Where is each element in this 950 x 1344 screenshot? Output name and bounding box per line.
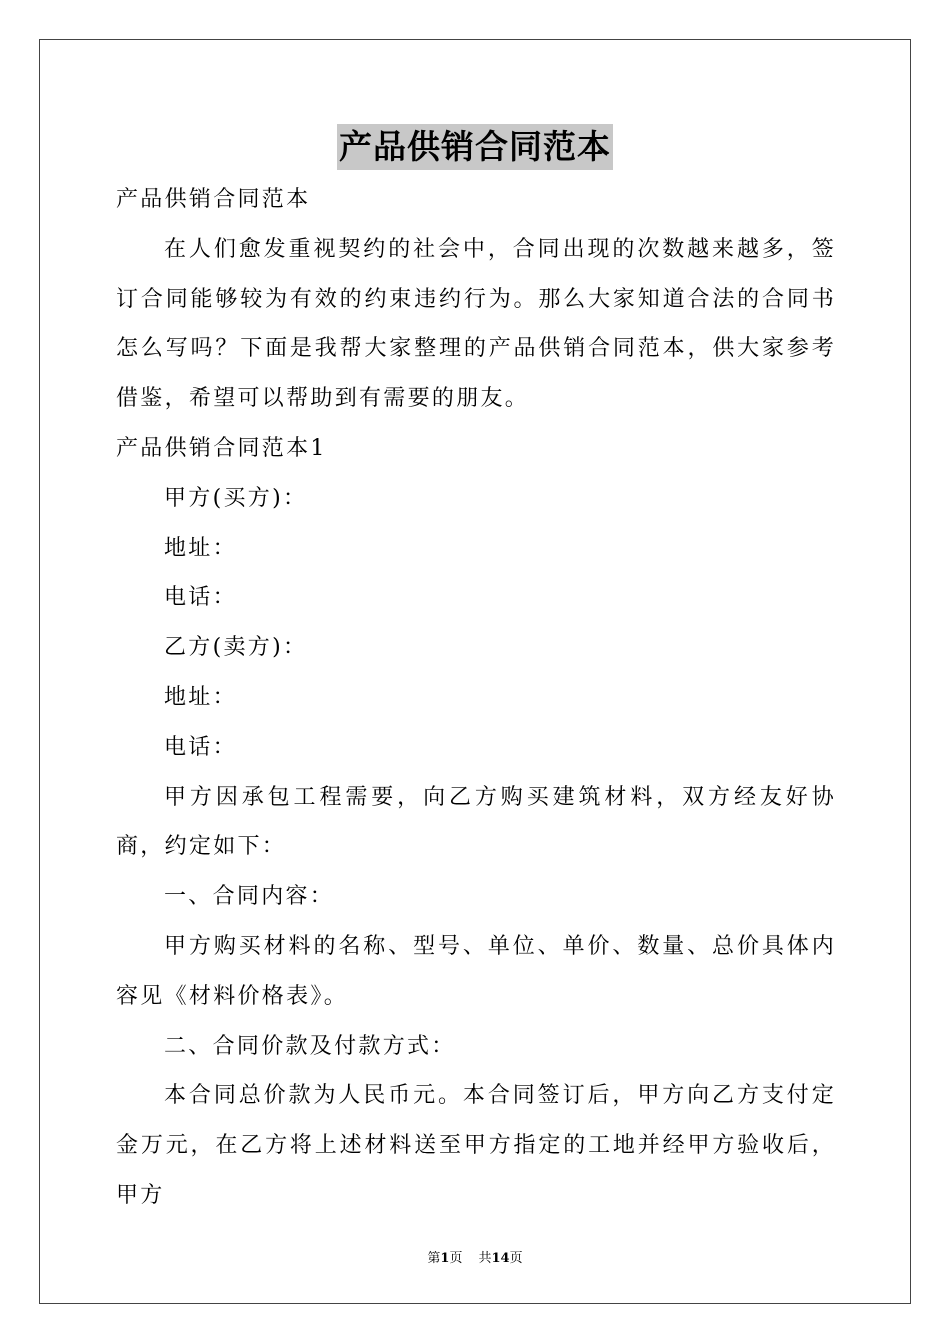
document-title: 产品供销合同范本 [337, 124, 613, 170]
intro-paragraph: 在人们愈发重视契约的社会中，合同出现的次数越来越多，签订合同能够较为有效的约束违约行为。那么大家知道合法的合同书怎么写吗？下面是我帮大家整理的产品供销合同范本，供大家参考借鉴，希望可以帮助到有需要的朋友。 [116, 236, 836, 412]
total-suffix: 页 [509, 1251, 523, 1266]
clause-one-body: 甲方购买材料的名称、型号、单位、单价、数量、总价具体内容见《材料价格表》。 [116, 933, 836, 1009]
party-b-line: 乙方(卖方)： [164, 635, 308, 661]
subtitle-line: 产品供销合同范本 [116, 187, 311, 212]
party-a-line: 甲方(买方)： [164, 485, 308, 511]
page-footer [0, 1247, 950, 1266]
title-container [0, 124, 950, 170]
section-heading: 产品供销合同范本1 [116, 435, 327, 461]
clause-one-heading: 一、合同内容： [164, 884, 335, 910]
total-pages: 14 [491, 1251, 510, 1266]
clause-two-body: 本合同总价款为人民币元。本合同签订后，甲方向乙方支付定金万元，在乙方将上述材料送至甲方指定的工地并经甲方验收后，甲方 [116, 1083, 836, 1208]
party-a-phone: 电话： [164, 585, 237, 611]
page-prefix: 第 [427, 1251, 441, 1266]
page-number: 1 [440, 1251, 450, 1266]
party-b-phone: 电话： [164, 734, 237, 760]
total-prefix: 共 [478, 1251, 492, 1266]
document-body [116, 175, 836, 1221]
page-suffix: 页 [449, 1251, 463, 1266]
party-a-address: 地址： [164, 535, 237, 561]
clause-two-heading: 二、合同价款及付款方式： [164, 1033, 456, 1059]
agreement-paragraph: 甲方因承包工程需要，向乙方购买建筑材料，双方经友好协商，约定如下： [116, 784, 836, 860]
party-b-address: 地址： [164, 684, 237, 710]
